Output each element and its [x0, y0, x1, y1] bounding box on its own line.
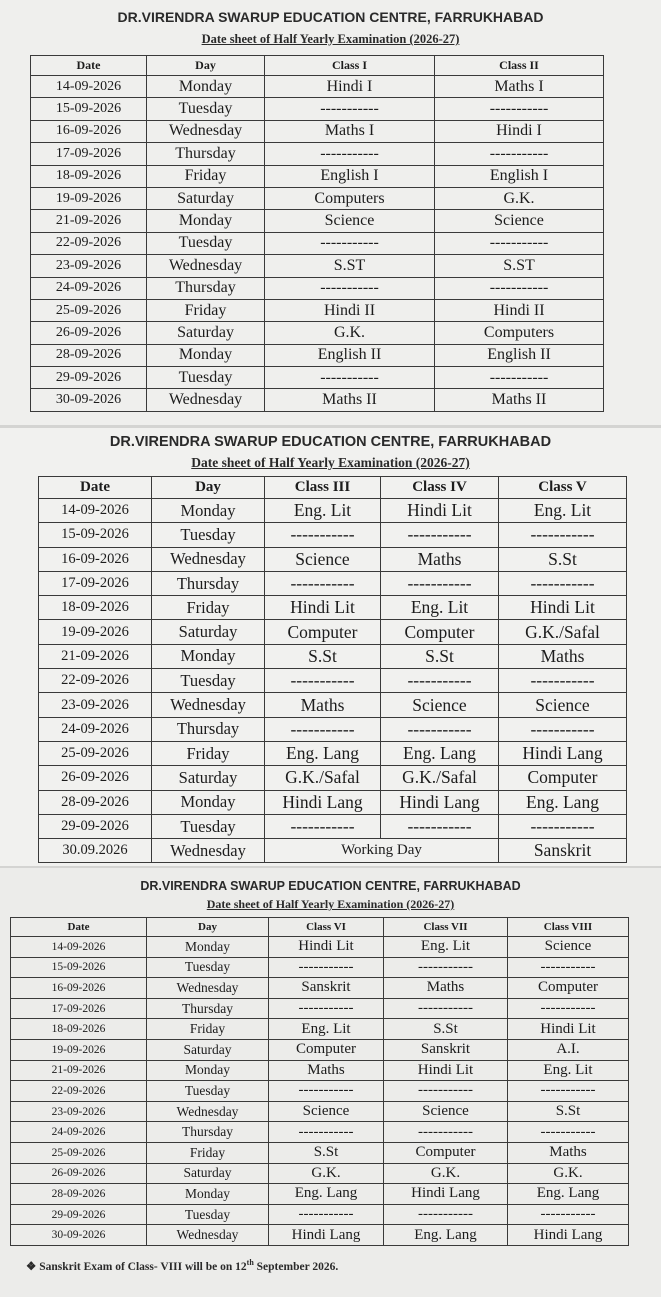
- column-header: Date: [11, 918, 147, 937]
- exam-day: Friday: [152, 741, 265, 765]
- table-row: [39, 596, 627, 620]
- exam-date: 16-09-2026: [31, 120, 147, 142]
- subject-cell: Hindi I: [265, 76, 435, 98]
- exam-day: Wednesday: [147, 120, 265, 142]
- school-name: DR.VIRENDRA SWARUP EDUCATION CENTRE, FARRUKHABAD: [109, 434, 552, 450]
- table-row: [11, 1019, 629, 1040]
- subject-cell: -----------: [269, 957, 384, 978]
- table-row: [11, 1060, 629, 1081]
- exam-date: 14-09-2026: [31, 76, 147, 98]
- exam-day: Wednesday: [152, 547, 265, 571]
- table-header-row: [31, 56, 604, 76]
- subject-cell: Science: [435, 210, 604, 232]
- exam-date: 30-09-2026: [11, 1225, 147, 1246]
- subject-cell: -----------: [265, 98, 435, 120]
- subject-cell: Computer: [499, 766, 627, 790]
- exam-date: 16-09-2026: [39, 547, 152, 571]
- subject-cell: -----------: [384, 957, 508, 978]
- subject-cell: Maths: [384, 978, 508, 999]
- table-row: [39, 839, 627, 863]
- subject-cell: G.K.: [265, 322, 435, 344]
- table-row: [11, 957, 629, 978]
- exam-day: Thursday: [147, 1122, 269, 1143]
- subject-cell: Science: [265, 210, 435, 232]
- exam-day: Thursday: [147, 277, 265, 299]
- table-row: [31, 344, 604, 366]
- subject-cell: S.St: [499, 547, 627, 571]
- exam-date: 19-09-2026: [11, 1039, 147, 1060]
- subject-cell: Computer: [269, 1039, 384, 1060]
- subject-cell: -----------: [381, 717, 499, 741]
- column-header: Date: [31, 56, 147, 76]
- table-row: [39, 669, 627, 693]
- exam-day: Wednesday: [147, 1101, 269, 1122]
- subject-cell: G.K.: [435, 187, 604, 209]
- subject-cell: Sanskrit: [269, 978, 384, 999]
- exam-day: Monday: [147, 1184, 269, 1205]
- table-row: [31, 367, 604, 389]
- table-row: [11, 1184, 629, 1205]
- exam-day: Tuesday: [147, 232, 265, 254]
- exam-date: 28-09-2026: [11, 1184, 147, 1205]
- column-header: Class VI: [269, 918, 384, 937]
- table-row: [31, 98, 604, 120]
- table-row: [31, 277, 604, 299]
- exam-day: Thursday: [152, 717, 265, 741]
- exam-table: [38, 476, 627, 863]
- exam-date: 22-09-2026: [11, 1081, 147, 1102]
- table-row: [39, 741, 627, 765]
- subject-cell: Sanskrit: [499, 839, 627, 863]
- exam-date: 25-09-2026: [39, 741, 152, 765]
- exam-day: Monday: [152, 790, 265, 814]
- table-row: [11, 937, 629, 958]
- exam-day: Saturday: [147, 187, 265, 209]
- exam-date: 26-09-2026: [39, 766, 152, 790]
- subject-cell: -----------: [265, 367, 435, 389]
- subject-cell: Eng. Lit: [265, 499, 381, 523]
- subject-cell: Hindi Lit: [384, 1060, 508, 1081]
- table-header-row: [11, 918, 629, 937]
- exam-date: 29-09-2026: [31, 367, 147, 389]
- exam-date: 24-09-2026: [31, 277, 147, 299]
- subject-cell: Eng. Lang: [381, 741, 499, 765]
- subject-cell: Hindi Lang: [508, 1225, 629, 1246]
- table-row: [39, 644, 627, 668]
- subject-cell: -----------: [265, 232, 435, 254]
- subject-cell: Eng. Lang: [508, 1184, 629, 1205]
- table-row: [39, 620, 627, 644]
- subject-cell: -----------: [508, 1122, 629, 1143]
- column-header: Day: [147, 918, 269, 937]
- note-text: Sanskrit Exam of Class- VIII will be on 12: [39, 1260, 247, 1273]
- subject-cell: -----------: [265, 143, 435, 165]
- subject-cell: Hindi II: [435, 299, 604, 321]
- table-row: [31, 232, 604, 254]
- subject-cell: -----------: [265, 571, 381, 595]
- exam-date: 18-09-2026: [31, 165, 147, 187]
- sheet-title: Date sheet of Half Yearly Examination (2026-27): [191, 455, 470, 470]
- table-row: [31, 143, 604, 165]
- exam-day: Tuesday: [147, 98, 265, 120]
- exam-day: Saturday: [152, 766, 265, 790]
- subject-cell: -----------: [381, 571, 499, 595]
- exam-date: 21-09-2026: [31, 210, 147, 232]
- working-day-cell: Working Day: [265, 839, 499, 863]
- subject-cell: G.K./Safal: [499, 620, 627, 644]
- exam-day: Wednesday: [147, 255, 265, 277]
- subject-cell: Maths: [265, 693, 381, 717]
- exam-day: Tuesday: [147, 1081, 269, 1102]
- exam-date: 28-09-2026: [39, 790, 152, 814]
- subject-cell: Maths: [499, 644, 627, 668]
- exam-day: Thursday: [147, 143, 265, 165]
- subject-cell: -----------: [499, 717, 627, 741]
- column-header: Class V: [499, 477, 627, 499]
- table-row: [31, 389, 604, 411]
- exam-date: 17-09-2026: [31, 143, 147, 165]
- subject-cell: Maths I: [435, 76, 604, 98]
- subject-cell: -----------: [499, 571, 627, 595]
- subject-cell: -----------: [265, 717, 381, 741]
- subject-cell: -----------: [508, 1204, 629, 1225]
- table-row: [11, 1142, 629, 1163]
- exam-date: 21-09-2026: [11, 1060, 147, 1081]
- sheet-title: Date sheet of Half Yearly Examination (2026-27): [201, 32, 460, 46]
- table-row: [39, 814, 627, 838]
- table-row: [39, 499, 627, 523]
- exam-day: Wednesday: [147, 389, 265, 411]
- subject-cell: -----------: [508, 957, 629, 978]
- subject-cell: Hindi Lang: [269, 1225, 384, 1246]
- exam-day: Monday: [147, 937, 269, 958]
- table-row: [11, 1039, 629, 1060]
- table-header-row: [39, 477, 627, 499]
- subject-cell: Eng. Lang: [384, 1225, 508, 1246]
- exam-day: Monday: [152, 644, 265, 668]
- table-row: [11, 1122, 629, 1143]
- exam-day: Wednesday: [152, 693, 265, 717]
- subject-cell: A.I.: [508, 1039, 629, 1060]
- exam-day: Tuesday: [152, 669, 265, 693]
- table-row: [39, 717, 627, 741]
- subject-cell: S.ST: [435, 255, 604, 277]
- table-row: [39, 547, 627, 571]
- table-row: [31, 322, 604, 344]
- subject-cell: English II: [435, 344, 604, 366]
- subject-cell: English I: [435, 165, 604, 187]
- school-name: DR.VIRENDRA SWARUP EDUCATION CENTRE, FARRUKHABAD: [117, 9, 544, 25]
- table-row: [31, 255, 604, 277]
- subject-cell: Eng. Lang: [269, 1184, 384, 1205]
- subject-cell: -----------: [265, 277, 435, 299]
- subject-cell: G.K.: [508, 1163, 629, 1184]
- subject-cell: Hindi Lang: [265, 790, 381, 814]
- subject-cell: S.ST: [265, 255, 435, 277]
- subject-cell: S.St: [381, 644, 499, 668]
- exam-date: 30.09.2026: [39, 839, 152, 863]
- table-row: [11, 998, 629, 1019]
- subject-cell: Sanskrit: [384, 1039, 508, 1060]
- exam-date: 25-09-2026: [11, 1142, 147, 1163]
- table-row: [11, 1101, 629, 1122]
- subject-cell: -----------: [381, 669, 499, 693]
- table-row: [11, 978, 629, 999]
- subject-cell: Maths: [269, 1060, 384, 1081]
- subject-cell: -----------: [384, 1122, 508, 1143]
- subject-cell: Science: [265, 547, 381, 571]
- exam-day: Monday: [147, 76, 265, 98]
- datesheet-classes-1-2: [0, 0, 661, 430]
- exam-date: 25-09-2026: [31, 299, 147, 321]
- exam-date: 29-09-2026: [39, 814, 152, 838]
- exam-day: Friday: [147, 165, 265, 187]
- exam-day: Saturday: [147, 1039, 269, 1060]
- subject-cell: -----------: [435, 232, 604, 254]
- table-row: [11, 1163, 629, 1184]
- subject-cell: S.St: [265, 644, 381, 668]
- subject-cell: Computers: [265, 187, 435, 209]
- subject-cell: -----------: [499, 669, 627, 693]
- exam-day: Monday: [147, 344, 265, 366]
- subject-cell: Eng. Lit: [381, 596, 499, 620]
- exam-date: 30-09-2026: [31, 389, 147, 411]
- column-header: Day: [147, 56, 265, 76]
- subject-cell: -----------: [384, 1204, 508, 1225]
- exam-day: Saturday: [147, 322, 265, 344]
- subject-cell: -----------: [269, 1122, 384, 1143]
- subject-cell: Eng. Lang: [265, 741, 381, 765]
- datesheet-classes-6-8: [0, 868, 661, 1297]
- exam-date: 19-09-2026: [31, 187, 147, 209]
- subject-cell: Science: [381, 693, 499, 717]
- note-bullet-icon: ❖: [26, 1260, 37, 1273]
- exam-day: Tuesday: [147, 957, 269, 978]
- subject-cell: Computers: [435, 322, 604, 344]
- exam-date: 28-09-2026: [31, 344, 147, 366]
- exam-day: Wednesday: [147, 1225, 269, 1246]
- exam-date: 29-09-2026: [11, 1204, 147, 1225]
- subject-cell: -----------: [269, 998, 384, 1019]
- table-row: [31, 210, 604, 232]
- sanskrit-exam-note: [26, 1258, 338, 1273]
- exam-day: Friday: [147, 1019, 269, 1040]
- subject-cell: -----------: [381, 523, 499, 547]
- column-header: Day: [152, 477, 265, 499]
- exam-date: 15-09-2026: [11, 957, 147, 978]
- subject-cell: English I: [265, 165, 435, 187]
- subject-cell: Computer: [381, 620, 499, 644]
- exam-date: 24-09-2026: [11, 1122, 147, 1143]
- subject-cell: -----------: [381, 814, 499, 838]
- subject-cell: Hindi Lang: [381, 790, 499, 814]
- subject-cell: G.K.: [384, 1163, 508, 1184]
- subject-cell: Science: [499, 693, 627, 717]
- exam-day: Tuesday: [147, 367, 265, 389]
- exam-date: 15-09-2026: [39, 523, 152, 547]
- subject-cell: Hindi Lit: [265, 596, 381, 620]
- table-row: [31, 187, 604, 209]
- subject-cell: Maths I: [265, 120, 435, 142]
- exam-date: 23-09-2026: [39, 693, 152, 717]
- exam-day: Friday: [152, 596, 265, 620]
- exam-date: 16-09-2026: [11, 978, 147, 999]
- exam-date: 26-09-2026: [31, 322, 147, 344]
- subject-cell: -----------: [499, 814, 627, 838]
- sheet-title: Date sheet of Half Yearly Examination (2026-27): [206, 897, 455, 911]
- subject-cell: Hindi Lit: [269, 937, 384, 958]
- exam-day: Tuesday: [147, 1204, 269, 1225]
- exam-day: Saturday: [147, 1163, 269, 1184]
- exam-date: 17-09-2026: [39, 571, 152, 595]
- exam-date: 21-09-2026: [39, 644, 152, 668]
- subject-cell: Eng. Lang: [499, 790, 627, 814]
- subject-cell: -----------: [265, 669, 381, 693]
- column-header: Class III: [265, 477, 381, 499]
- subject-cell: Hindi Lang: [384, 1184, 508, 1205]
- column-header: Class II: [435, 56, 604, 76]
- table-row: [31, 165, 604, 187]
- subject-cell: S.St: [269, 1142, 384, 1163]
- subject-cell: Science: [384, 1101, 508, 1122]
- exam-date: 18-09-2026: [11, 1019, 147, 1040]
- exam-day: Tuesday: [152, 523, 265, 547]
- table-row: [39, 766, 627, 790]
- note-text-end: September 2026.: [253, 1260, 339, 1273]
- school-name: DR.VIRENDRA SWARUP EDUCATION CENTRE, FARRUKHABAD: [140, 879, 521, 893]
- exam-day: Saturday: [152, 620, 265, 644]
- subject-cell: Hindi I: [435, 120, 604, 142]
- exam-date: 24-09-2026: [39, 717, 152, 741]
- exam-date: 18-09-2026: [39, 596, 152, 620]
- exam-date: 23-09-2026: [11, 1101, 147, 1122]
- subject-cell: Science: [508, 937, 629, 958]
- subject-cell: Hindi Lit: [508, 1019, 629, 1040]
- subject-cell: Maths II: [435, 389, 604, 411]
- table-row: [11, 1225, 629, 1246]
- subject-cell: -----------: [265, 814, 381, 838]
- exam-date: 15-09-2026: [31, 98, 147, 120]
- subject-cell: G.K./Safal: [265, 766, 381, 790]
- subject-cell: Computer: [265, 620, 381, 644]
- exam-day: Monday: [147, 1060, 269, 1081]
- exam-table: [30, 55, 604, 412]
- subject-cell: G.K.: [269, 1163, 384, 1184]
- subject-cell: S.St: [384, 1019, 508, 1040]
- subject-cell: -----------: [269, 1204, 384, 1225]
- table-row: [31, 299, 604, 321]
- exam-day: Wednesday: [152, 839, 265, 863]
- subject-cell: Eng. Lit: [508, 1060, 629, 1081]
- table-row: [39, 571, 627, 595]
- subject-cell: Eng. Lit: [384, 937, 508, 958]
- subject-cell: -----------: [384, 998, 508, 1019]
- subject-cell: Maths: [381, 547, 499, 571]
- exam-day: Monday: [152, 499, 265, 523]
- subject-cell: English II: [265, 344, 435, 366]
- exam-day: Thursday: [147, 998, 269, 1019]
- subject-cell: Hindi Lit: [499, 596, 627, 620]
- exam-date: 22-09-2026: [39, 669, 152, 693]
- subject-cell: -----------: [265, 523, 381, 547]
- exam-date: 17-09-2026: [11, 998, 147, 1019]
- datesheet-classes-3-5: [0, 428, 661, 868]
- table-row: [11, 1204, 629, 1225]
- exam-day: Friday: [147, 299, 265, 321]
- exam-day: Monday: [147, 210, 265, 232]
- subject-cell: -----------: [269, 1081, 384, 1102]
- subject-cell: -----------: [508, 1081, 629, 1102]
- exam-date: 14-09-2026: [11, 937, 147, 958]
- subject-cell: Science: [269, 1101, 384, 1122]
- subject-cell: Maths: [508, 1142, 629, 1163]
- subject-cell: -----------: [435, 143, 604, 165]
- subject-cell: Eng. Lit: [269, 1019, 384, 1040]
- exam-day: Tuesday: [152, 814, 265, 838]
- column-header: Class VII: [384, 918, 508, 937]
- exam-table: [10, 917, 629, 1246]
- table-row: [31, 120, 604, 142]
- table-row: [11, 1081, 629, 1102]
- subject-cell: -----------: [499, 523, 627, 547]
- column-header: Class IV: [381, 477, 499, 499]
- exam-day: Thursday: [152, 571, 265, 595]
- subject-cell: Eng. Lit: [499, 499, 627, 523]
- exam-day: Friday: [147, 1142, 269, 1163]
- subject-cell: G.K./Safal: [381, 766, 499, 790]
- note-superscript: th: [246, 1258, 254, 1267]
- exam-date: 19-09-2026: [39, 620, 152, 644]
- subject-cell: -----------: [435, 367, 604, 389]
- column-header: Class I: [265, 56, 435, 76]
- exam-day: Wednesday: [147, 978, 269, 999]
- exam-date: 23-09-2026: [31, 255, 147, 277]
- subject-cell: -----------: [384, 1081, 508, 1102]
- column-header: Class VIII: [508, 918, 629, 937]
- subject-cell: Hindi Lit: [381, 499, 499, 523]
- subject-cell: S.St: [508, 1101, 629, 1122]
- table-row: [39, 693, 627, 717]
- subject-cell: Hindi Lang: [499, 741, 627, 765]
- subject-cell: Computer: [384, 1142, 508, 1163]
- exam-date: 22-09-2026: [31, 232, 147, 254]
- table-row: [39, 790, 627, 814]
- subject-cell: Computer: [508, 978, 629, 999]
- exam-date: 26-09-2026: [11, 1163, 147, 1184]
- subject-cell: -----------: [435, 277, 604, 299]
- subject-cell: Maths II: [265, 389, 435, 411]
- table-row: [39, 523, 627, 547]
- subject-cell: -----------: [508, 998, 629, 1019]
- subject-cell: Hindi II: [265, 299, 435, 321]
- subject-cell: -----------: [435, 98, 604, 120]
- table-row: [31, 76, 604, 98]
- column-header: Date: [39, 477, 152, 499]
- exam-date: 14-09-2026: [39, 499, 152, 523]
